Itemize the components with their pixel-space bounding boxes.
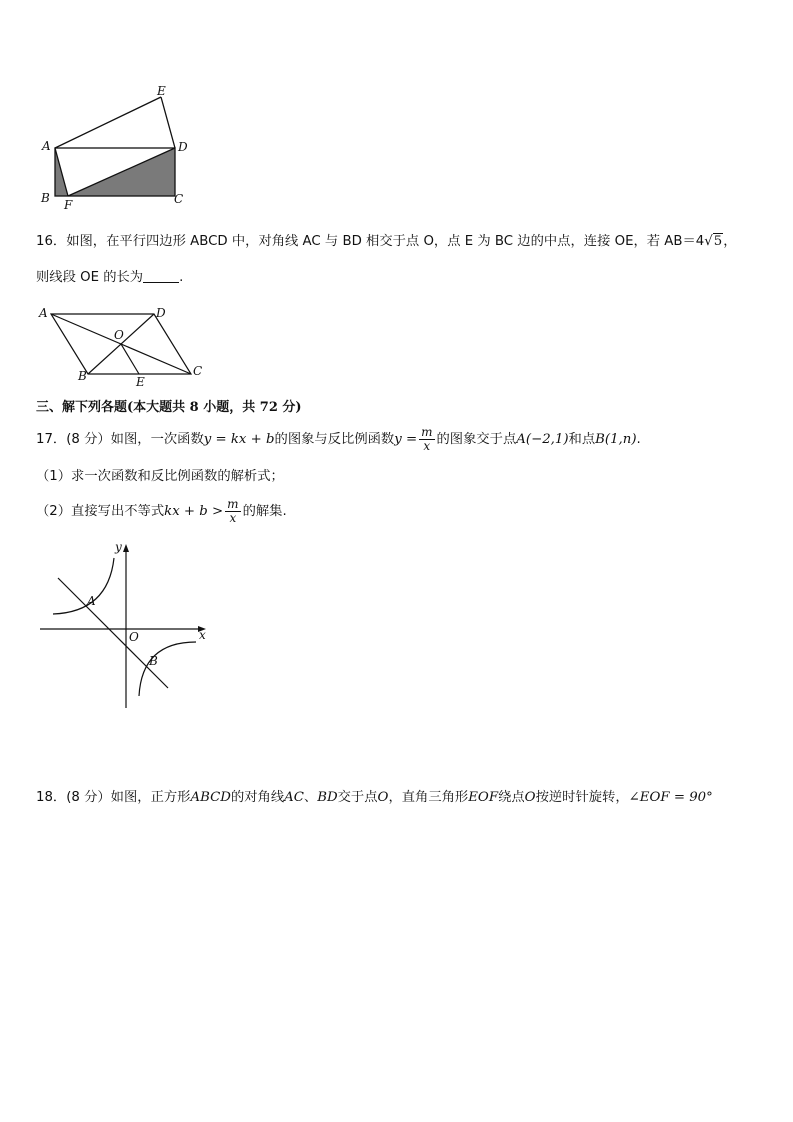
- q17-part2-prefix: （2）直接写出不等式: [36, 504, 165, 519]
- q16-line2: [36, 268, 183, 288]
- q18-t5: 绕点: [498, 790, 525, 805]
- fraction-m-over-x: [419, 426, 434, 453]
- label-f: F: [64, 198, 73, 212]
- label-c: C: [174, 192, 184, 206]
- label-a: A: [42, 139, 51, 153]
- square-abcd: ABCD: [190, 790, 231, 805]
- label-d: D: [178, 140, 188, 154]
- figure-function-graph: [36, 538, 216, 713]
- point-o-2: O: [524, 790, 536, 805]
- q17-mid2: 的图象交于点: [436, 432, 517, 447]
- diagonal-bd-text: BD: [317, 790, 338, 805]
- label-e: E: [157, 84, 166, 98]
- q17-part2-end: 的解集.: [242, 504, 287, 519]
- label-b: B: [149, 654, 158, 668]
- angle-eof: ∠EOF = 90°: [628, 790, 713, 805]
- q17-part2: [36, 497, 287, 527]
- q17-end: .: [636, 432, 641, 447]
- y-axis-arrow: [123, 544, 129, 552]
- figure-rectangle-triangle: [36, 84, 206, 214]
- point-o: O: [377, 790, 389, 805]
- q16-period: .: [179, 270, 184, 285]
- point-a: A(−2,1): [516, 432, 569, 447]
- segment-ae: [55, 97, 161, 148]
- label-y: y: [115, 540, 122, 554]
- fraction-numerator: m: [421, 424, 433, 439]
- label-o: O: [114, 328, 124, 342]
- q17-stem: [36, 425, 641, 455]
- label-c: C: [193, 364, 203, 378]
- q18-t1: 的对角线: [230, 790, 285, 805]
- label-e: E: [136, 375, 145, 389]
- label-x: x: [199, 628, 206, 642]
- answer-blank: [143, 268, 179, 283]
- reciprocal-lhs: y =: [394, 432, 418, 447]
- q17-part1: （1）求一次函数和反比例函数的解析式；: [36, 469, 284, 484]
- triangle-eof: EOF: [468, 790, 499, 805]
- q18-t2: 、: [303, 790, 318, 805]
- q16-line1: [36, 232, 737, 252]
- label-d: D: [156, 306, 166, 320]
- fraction-m-over-x-2: [225, 498, 240, 525]
- sqrt-radicand: 5: [713, 234, 723, 249]
- linear-function: y = kx + b: [203, 432, 275, 447]
- sqrt-expression: √5: [704, 234, 723, 249]
- q18-t3: 交于点: [337, 790, 378, 805]
- q17-prefix: 17．(8 分）如图，一次函数: [36, 432, 204, 447]
- fraction-numerator-2: m: [227, 496, 239, 511]
- diagonal-ac-text: AC: [284, 790, 304, 805]
- label-a: A: [39, 306, 48, 320]
- label-a: A: [87, 594, 96, 608]
- q18-stem: [36, 788, 713, 808]
- label-b: B: [78, 369, 87, 383]
- linear-function-line: [58, 578, 168, 688]
- hyperbola-upper-left: [53, 558, 114, 614]
- fraction-denominator-2: x: [229, 510, 237, 525]
- label-b: B: [41, 191, 50, 205]
- q17-mid: 的图象与反比例函数: [274, 432, 395, 447]
- section-heading: 三、解下列各题(本大题共 8 小题，共 72 分): [36, 400, 302, 415]
- q16-text2: 则线段 OE 的长为: [36, 270, 144, 285]
- figure-parallelogram: [36, 300, 216, 390]
- inequality-lhs: kx + b >: [164, 504, 224, 519]
- q18-t6: 按逆时针旋转，: [535, 790, 629, 805]
- q16-text1: 16．如图，在平行四边形 ABCD 中，对角线 AC 与 BD 相交于点 O，点 E 为 BC 边的中点，连接 OE，若 AB＝4: [36, 234, 705, 249]
- fraction-denominator: x: [423, 438, 431, 453]
- q16-comma: ，: [723, 234, 737, 249]
- q17-and: 和点: [568, 432, 596, 447]
- label-o: O: [129, 630, 139, 644]
- segment-ed: [161, 97, 175, 148]
- point-b: B(1,n): [595, 432, 637, 447]
- q18-prefix: 18．(8 分）如图，正方形: [36, 790, 191, 805]
- q18-t4: ，直角三角形: [388, 790, 469, 805]
